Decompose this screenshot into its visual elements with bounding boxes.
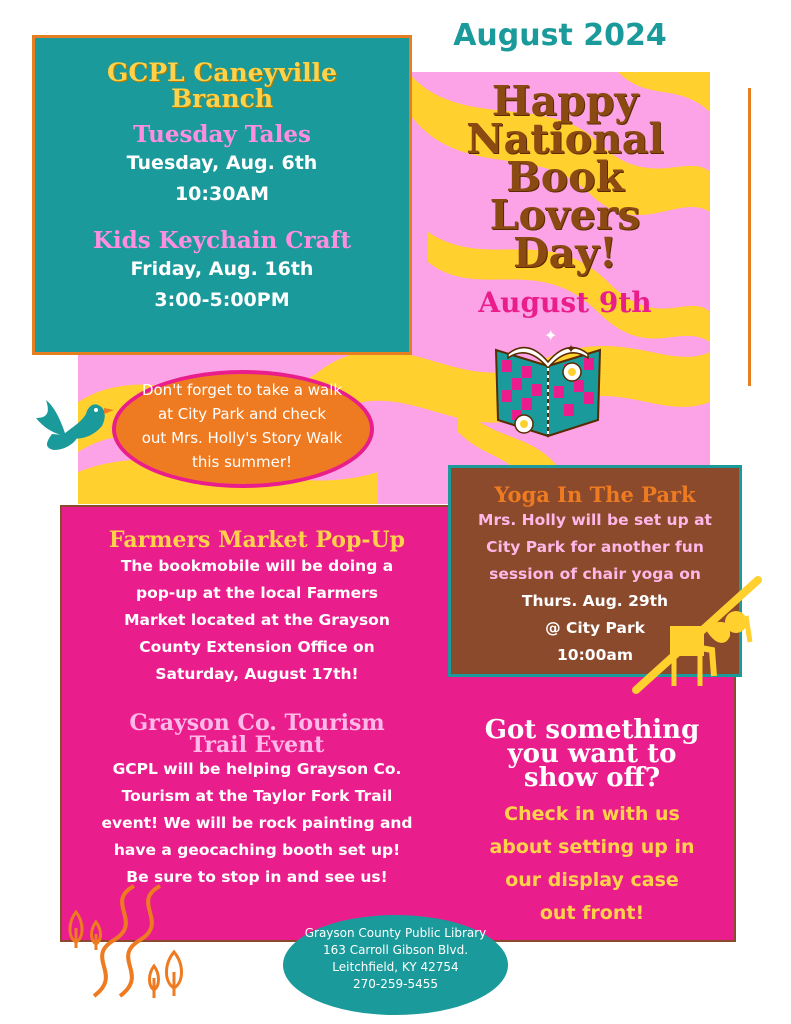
show-off-body: Check in with us about setting up in our display case out front! xyxy=(489,803,695,924)
library-phone: 270-259-5455 xyxy=(352,977,438,991)
event1-name: Tuesday Tales xyxy=(133,121,311,148)
library-contact xyxy=(283,925,508,993)
tourism-title: Grayson Co. Tourism Trail Event xyxy=(129,710,385,758)
library-name: Grayson County Public Library xyxy=(304,926,487,940)
farmers-market-title: Farmers Market Pop-Up xyxy=(108,527,406,553)
event2-name: Kids Keychain Craft xyxy=(92,227,352,254)
farmers-market-body: The bookmobile will be doing a pop-up at the local Farmers Market located at the Grayson County Extension Office on Saturday, August 17th! xyxy=(120,557,394,683)
sparkle-icon: ✦ xyxy=(544,326,558,345)
sparkle-icon: ✦ xyxy=(566,342,577,356)
library-street: 163 Carroll Gibson Blvd. xyxy=(322,943,469,957)
yoga-box: Yoga In The Park Mrs. Holly will be set up at City Park for another fun session of chair yoga on Thurs. Aug. 29th @ City Park 10:00am xyxy=(448,465,742,677)
book-lovers-day-title: Happy National Book Lovers Day! xyxy=(466,77,664,277)
book-lovers-day-date: August 9th xyxy=(478,286,652,319)
bird-icon xyxy=(32,384,124,456)
show-off-heading: Got something you want to show off? xyxy=(484,715,700,793)
branch-title: GCPL Caneyville Branch xyxy=(107,58,337,113)
path-trees-icon xyxy=(64,882,204,1008)
event2-date: Friday, Aug. 16th xyxy=(130,258,314,280)
story-walk-text: Don't forget to take a walk at City Park and check out Mrs. Holly's Story Walk this summer! xyxy=(141,381,343,471)
yoga-title: Yoga In The Park xyxy=(494,482,696,507)
library-city: Leitchfield, KY 42754 xyxy=(332,960,459,974)
event1-date: Tuesday, Aug. 6th xyxy=(126,152,318,174)
event2-time: 3:00-5:00PM xyxy=(154,289,290,311)
event1-time: 10:30AM xyxy=(174,183,270,205)
month-title: August 2024 xyxy=(453,18,667,53)
branch-events-box xyxy=(32,35,412,355)
tourism-body: GCPL will be helping Grayson Co. Tourism at the Taylor Fork Trail event! We will be rock painting and have a geocaching booth set up! Be sure to stop in and see us! xyxy=(101,760,413,886)
book-icon xyxy=(488,328,608,448)
orange-divider xyxy=(748,88,751,386)
yoga-figure-icon xyxy=(630,576,762,696)
